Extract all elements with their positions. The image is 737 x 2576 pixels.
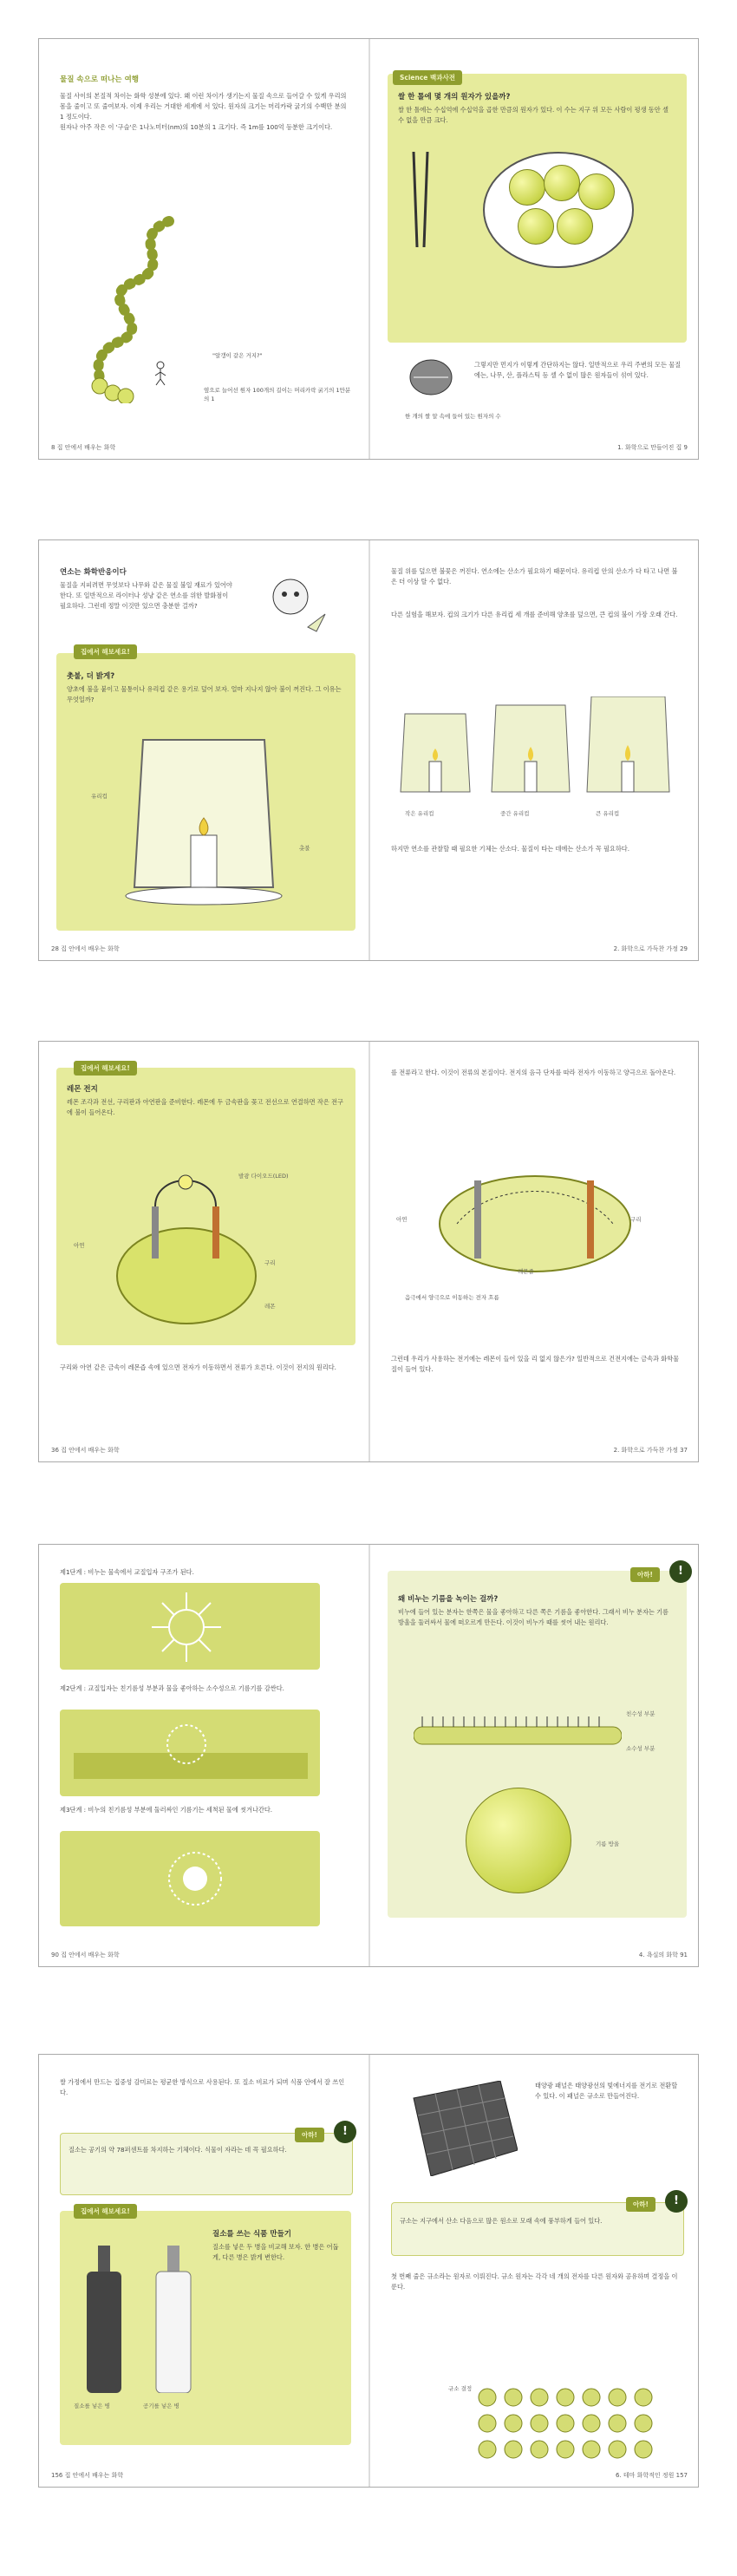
illustration-caption: 음극에서 양극으로 이동하는 전자 흐름 [405,1294,499,1301]
page-156 [39,2055,368,2487]
exclamation-icon: ! [665,2190,688,2213]
soap-molecule-illustration [414,1701,622,1770]
rice-ball [544,165,580,201]
bottle-label: 질소를 넣은 병 [74,2403,110,2409]
page-90 [39,1545,368,1966]
note-text: 규소는 지구에서 산소 다음으로 많은 원소로 모래 속에 풍부하게 들어 있다. [400,2217,603,2225]
rice-ball [578,173,615,210]
body-text: 다른 실험을 해보자. 컵의 크기가 다른 유리컵 세 개를 준비해 양초를 덮으면, 큰 컵의 불이 가장 오래 간다. [391,611,678,618]
bottle-label: 공기를 넣은 병 [143,2403,179,2409]
lemon-battery-illustration [91,1163,316,1337]
light-bottle-icon [152,2246,195,2393]
spread-2 [38,539,699,961]
zinc-label: 아연 [74,1242,85,1249]
three-glasses-illustration [396,696,674,801]
oil-lifted-icon [108,1840,282,1918]
page-footer: 28 집 안에서 배우는 화학 [51,945,120,952]
box-title: 왜 비누는 기름을 녹이는 걸까? [398,1595,499,1604]
aha-tag: 아하! [295,2128,324,2142]
page-footer: 4. 욕실의 화학 91 [638,1952,688,1958]
illustration-caption: 한 개의 쌀 알 속에 들어 있는 원자의 수 [405,413,501,420]
body-text: 물질을 지피려면 무엇보다 나무와 같은 물질 불일 재료가 있어야 한다. 또 일반적으로 라이터나 성냥 같은 연소를 위한 발화점이 필요하다. 그런데 정말 이것만 있으면 충분한 걸까? [60,581,232,610]
copper-label: 구리 [264,1259,276,1266]
science-tag: Science 백과사전 [393,70,462,85]
hydrophobic-label: 소수성 부분 [626,1745,655,1752]
section-heading: 물질 속으로 떠나는 여행 [60,75,139,84]
experiment-tag: 집에서 해보세요! [74,644,137,659]
box-body: 양초에 불을 붙이고 물통이나 유리컵 같은 용기로 덮어 보자. 얼마 지나지 않아 불이 꺼진다. 그 이유는 무엇일까? [67,685,342,703]
page-footer: 90 집 안에서 배우는 화학 [51,1952,120,1958]
box-title: 촛불, 더 밝게? [67,672,115,681]
rice-ball [518,208,554,245]
page-9 [370,39,699,459]
aha-tag: 아하! [626,2197,655,2212]
dark-bottle-icon [82,2246,126,2393]
micelle-icon [143,1588,230,1666]
glass-caption: 큰 유리컵 [596,810,620,817]
silicon-lattice-icon [474,2384,665,2471]
page-37 [370,1042,699,1461]
crystal-label: 규소 결정 [448,2385,473,2392]
body-text: 태양광 패널은 태양광선의 빛에너지를 전기로 전환할 수 있다. 이 패널은 규소로 만들어진다. [535,2082,678,2100]
box-body: 쌀 한 톨에는 수십억에 수십억을 곱한 만큼의 원자가 있다. 이 수는 지구 위 모든 사람이 평생 동안 셀 수 없을 만큼 크다. [398,106,669,124]
box-body: 비누에 들어 있는 분자는 한쪽은 물을 좋아하고 다른 쪽은 기름을 좋아한다. 그래서 비누 분자는 기름 방울을 둘러싸서 물에 떠오르게 만든다. 이것이 비누가 때를 씻어 내는 원리다. [398,1608,669,1626]
body-text: 첫 번째 줄은 규소라는 원자로 이뤄진다. 규소 원자는 각각 네 개의 전자를 다른 원자와 공유하며 결정을 이룬다. [391,2272,678,2291]
chopsticks-icon [405,152,440,247]
spread-4 [38,1544,699,1967]
body-text: 그렇지만 먼지가 이렇게 간단하지는 않다. 일반적으로 우리 주변의 모든 물질에는, 나무, 산, 플라스틱 등 셀 수 없이 많은 원자들이 섞여 있다. [474,361,682,379]
aha-tag: 아하! [630,1567,660,1582]
page-28 [39,540,368,960]
box-title: 질소를 쓰는 식품 만들기 [212,2230,291,2239]
box-body: 레몬 조각과 전선, 구리판과 아연판을 준비한다. 레몬에 두 금속판을 꽂고 전선으로 연결하면 작은 전구에 불이 들어온다. [67,1098,343,1116]
candle-label: 촛불 [299,845,310,852]
spread-1 [38,38,699,460]
experiment-tag: 집에서 해보세요! [74,2204,137,2219]
step-text: 제1단계 : 비누는 물속에서 교질입자 구조가 된다. [60,1568,194,1576]
page-157 [370,2055,699,2487]
spread-3 [38,1041,699,1462]
page-footer: 8 집 안에서 배우는 화학 [51,444,116,451]
body-text: 그런데 우리가 사용하는 전기에는 레몬이 들어 있을 리 없지 않은가? 일반적으로 건전지에는 금속과 화학물질이 들어 있다. [391,1355,680,1373]
step-text: 제3단계 : 비누의 친기름성 부분에 둘러싸인 기름기는 세척된 물에 씻겨나간다. [60,1806,273,1814]
speech-caption: "알갱이 같은 거지?" [212,352,263,359]
juice-label: 레몬즙 [518,1268,534,1275]
body-text: 구리와 아연 같은 금속이 레몬즙 속에 있으면 전자가 이동하면서 전류가 흐른다. 이것이 전지의 원리다. [60,1363,336,1371]
spread-5 [38,2054,699,2488]
lemon-cross-section-illustration [405,1146,665,1285]
glass-over-candle-illustration [117,731,290,913]
section-heading: 연소는 화학반응이다 [60,568,127,577]
rice-ball [509,169,545,206]
note-text: 질소는 공기의 약 78퍼센트를 차지하는 기체이다. 식물이 자라는 데 꼭 필요하다. [68,2146,287,2154]
page-footer: 156 집 안에서 배우는 화학 [51,2472,124,2479]
atom-chain-illustration [74,212,186,403]
box-title: 레몬 전지 [67,1085,98,1094]
step-text: 제2단계 : 교질입자는 친기름성 부분과 물을 좋아하는 소수성으로 기름기를 감싼다. [60,1684,284,1692]
body-text: 물질 사이의 본질적 차이는 화학 성분에 있다. 왜 이런 차이가 생기는지 물질 속으로 들어갈 수 있게 우리의 몸을 줄이고 또 줄여보자. 이제 우리는 거대한 세계에 서 있다. 원자의 크기는 머리카락 굵기의 수백만 분의 1 정도이다. 원자나 아주 작은 이 '구슬'은 1나노미터(nm)의 10분의 1 크기다. 즉 1m를 100억 등분한 크기이다. [60,92,347,131]
hydrophilic-label: 친수성 부분 [626,1710,655,1717]
experiment-tag: 집에서 해보세요! [74,1061,137,1076]
body-text: 하지만 연소를 관찰할 때 필요한 기체는 산소다. 물질이 타는 데에는 산소가 꼭 필요하다. [391,845,629,853]
page-footer: 2. 화학으로 가득찬 가정 29 [613,945,688,952]
glass-caption: 작은 유리컵 [405,810,434,817]
page-footer: 36 집 안에서 배우는 화학 [51,1447,120,1454]
oil-droplet [466,1788,571,1893]
box-title: 쌀 한 톨에 몇 개의 원자가 있을까? [398,93,511,101]
zinc-label: 아연 [396,1216,408,1223]
page-footer: 2. 화학으로 가득찬 가정 37 [613,1447,688,1454]
oil-wrapped-icon [74,1718,308,1788]
exclamation-icon: ! [334,2121,356,2143]
page-91 [370,1545,699,1966]
page-footer: 6. 테마 화학적인 정원 157 [615,2472,688,2479]
thinking-character-icon [256,566,334,636]
glass-label: 유리컵 [91,793,108,800]
page-footer: 1. 화학으로 만들어진 집 9 [617,444,688,451]
tiny-person-icon [152,360,169,386]
copper-label: 구리 [630,1216,642,1223]
illustration-caption: 옆으로 늘어선 원자 100개의 길이는 머리카락 굵기의 1만분의 1 [204,387,351,402]
page-8 [39,39,368,459]
body-text: 를 전류라고 한다. 이것이 전류의 본질이다. 전지의 음극 단자를 따라 전자가 이동하고 양극으로 돌아온다. [391,1069,676,1076]
body-text: 쌀 가정에서 만드는 집중성 감미료는 평균한 방식으로 사용된다. 또 질소 비료가 되며 식품 안에서 잘 쓰인다. [60,2078,345,2096]
rice-grain-icon [405,351,457,403]
solar-panel-icon [396,2081,518,2176]
led-label: 발광 다이오드(LED) [238,1173,289,1180]
rice-ball [557,208,593,245]
body-text: 물질 위를 덮으면 불꽃은 꺼진다. 연소에는 산소가 필요하기 때문이다. 유리컵 안의 산소가 다 타고 나면 불은 더 이상 탈 수 없다. [391,567,678,585]
exclamation-icon: ! [669,1560,692,1583]
page-36 [39,1042,368,1461]
page-29 [370,540,699,960]
oil-label: 기름 방울 [596,1840,620,1847]
lemon-label: 레몬 [264,1303,276,1310]
glass-caption: 중간 유리컵 [500,810,530,817]
box-body: 질소를 넣은 두 병을 비교해 보자. 한 병은 어둡게, 다른 병은 밝게 변한다. [212,2243,339,2261]
